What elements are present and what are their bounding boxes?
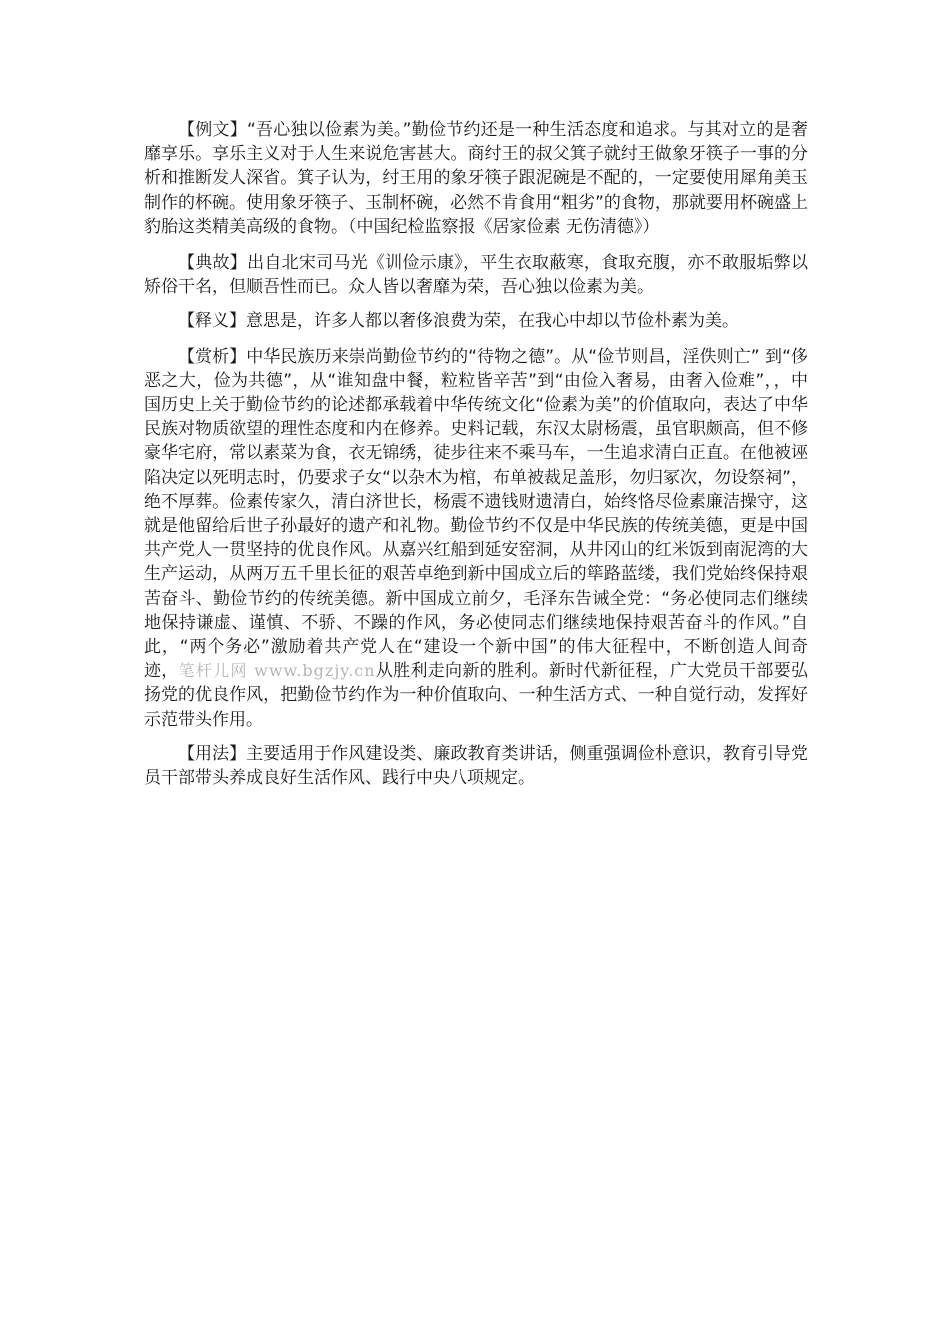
paragraph-example [144, 118, 808, 239]
paragraph-analysis [144, 345, 808, 732]
source-text: 出自北宋司马光《训俭示康》，平生衣取蔽寒，食取充腹，亦不敢服垢弊以矫俗干名，但顺吾性而已。众人皆以奢靡为荣，吾心独以俭素为美。 [144, 253, 809, 298]
example-text: “吾心独以俭素为美。”勤俭节约还是一种生活态度和追求。与其对立的是奢靡享乐。享乐主义对于人生来说危害甚大。商纣王的叔父箕子就纣王做象牙筷子一事的分析和推断发人深省。箕子认为，纣王用的象牙筷子跟泥碗是不配的，一定要使用犀角美玉制作的杯碗。使用象牙筷子、玉制杯碗，必然不肯食用“粗劣”的食物，那就要用杯碗盛上豹胎这类精美高级的食物。（中国纪检监察报《居家俭素 无伤清德》） [144, 120, 808, 237]
section-tag-analysis: 【赏析】 [178, 346, 247, 367]
usage-text: 主要适用于作风建设类、廉政教育类讲话，侧重强调俭朴意识，教育引导党员干部带头养成良好生活作风、践行中央八项规定。 [144, 743, 809, 789]
section-tag-meaning: 【释义】 [178, 311, 246, 332]
watermark-text: 笔杆儿网 www.bgzjy.cn [178, 661, 376, 681]
analysis-text-after: 从胜利走向新的胜利。新时代新征程，广大党员干部要弘扬党的优良作风，把勤俭节约作为一种价值取向、一种生活方式、一种自觉行动，发挥好示范带头作用。 [144, 661, 808, 730]
document-page [144, 118, 808, 800]
meaning-text: 意思是，许多人都以奢侈浪费为荣，在我心中却以节俭朴素为美。 [246, 311, 739, 332]
paragraph-meaning [144, 309, 808, 333]
paragraph-source [144, 251, 808, 299]
analysis-text: 中华民族历来崇尚勤俭节约的“待物之德”。从“俭节则昌，淫佚则亡” 到“侈恶之大，俭为共德”，从“谁知盘中餐，粒粒皆辛苦”到“由俭入奢易，由奢入俭难”，，中国历史上关于勤俭节约的论述都承载着中华传统文化“俭素为美”的价值取向，表达了中华民族对物质欲望的理性态度和内在修养。史料记载，东汉太尉杨震，虽官职颇高，但不修豪华宅府，常以素菜为食，衣无锦绣，徒步往来不乘马车，一生追求清白正直。在他被诬陷决定以死明志时，仍要求子女“以杂木为棺，布单被裁足盖形，勿归冢次，勿设祭祠”，绝不厚葬。俭素传家久，清白济世长，杨震不遗钱财遗清白，始终恪尽俭素廉洁操守，这就是他留给后世子孙最好的遗产和礼物。勤俭节约不仅是中华民族的传统美德，更是中国共产党人一贯坚持的优良作风。从嘉兴红船到延安窑洞，从井冈山的红米饭到南泥湾的大生产运动，从两万五千里长征的艰苦卓绝到新中国成立后的筚路蓝缕，我们党始终保持艰苦奋斗、勤俭节约的传统美德。新中国成立前夕，毛泽东告诫全党：“务必使同志们继续地保持谦虚、谨慎、不骄、不躁的作风，务必使同志们继续地保持艰苦奋斗的作风。”自此，“两个务必”激励着共产党人在“建设一个新中国”的伟大征程中，不断创造人间奇迹， [144, 346, 808, 682]
paragraph-usage [144, 742, 808, 790]
section-tag-example: 【例文】 [178, 120, 247, 140]
section-tag-usage: 【用法】 [178, 743, 247, 764]
section-tag-source: 【典故】 [178, 253, 248, 274]
